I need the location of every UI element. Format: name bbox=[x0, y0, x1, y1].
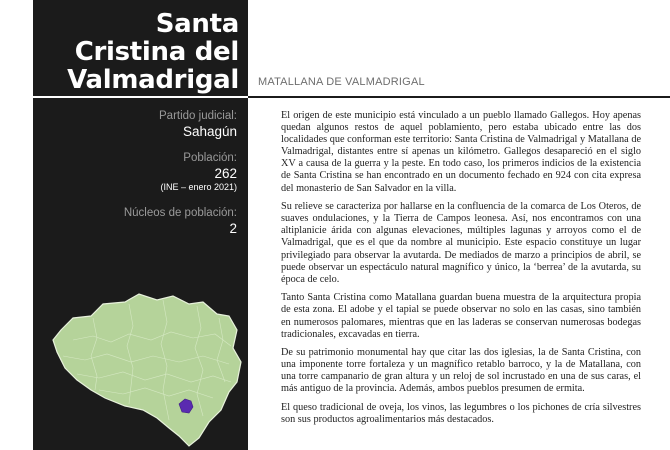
population-source: (INE – enero 2021) bbox=[160, 182, 237, 192]
paragraph-history: El origen de este municipio está vinculado a un pueblo llamado Gallegos. Hoy apenas quedan algunos restos de aquel poblamiento, pero estaba ubicado entre las dos localidades que conforman este territorio: Santa Cristina de Valmadrigal y Matallana de Valmadrigal, distantes entre sí apenas un kilómetro. Gallegos desapareció en el siglo XV a causa de la guerra y la peste. En todo caso, los primeros indicios de la existencia de Santa Cristina se han encontrado en un documento fechado en 924 con cita expresa del monasterio de San Salvador en la villa. bbox=[281, 110, 641, 194]
population-value: 262 bbox=[214, 166, 237, 181]
title-line-1: Santa bbox=[155, 9, 239, 39]
paragraph-products: El queso tradicional de oveja, los vinos, las legumbres o los pichones de cría silvestres son sus productos agroalimentarios más destacados. bbox=[281, 402, 641, 426]
subtitle: MATALLANA DE VALMADRIGAL bbox=[258, 76, 425, 88]
nuclei-label: Núcleos de población: bbox=[123, 207, 237, 219]
judicial-district-label: Partido judicial: bbox=[159, 110, 237, 122]
title-line-3: Valmadrigal bbox=[67, 65, 239, 95]
paragraph-heritage: De su patrimonio monumental hay que citar las dos iglesias, la de Santa Cristina, con una imponente torre fortaleza y un magnífico retablo barroco, y la de Matallana, con una torre campanario de gran altura y un reloj de sol incrustado en una de sus caras, el más antiguo de la provincia. Además, ambos pueblos presumen de ermita. bbox=[281, 347, 641, 395]
judicial-district-value: Sahagún bbox=[182, 124, 237, 139]
province-map-icon bbox=[33, 290, 248, 450]
paragraph-architecture: Tanto Santa Cristina como Matallana guardan buena muestra de la arquitectura propia de esta zona. El adobe y el tapial se puede observar no solo en las casas, sino también en numerosos palomares, mientras que en las laderas se conservan numerosas bodegas tradicionales, excavadas en tierra. bbox=[281, 292, 641, 340]
info-panel bbox=[33, 0, 248, 290]
population-label: Población: bbox=[183, 152, 237, 164]
header-rule bbox=[248, 96, 670, 98]
article-body bbox=[281, 110, 641, 433]
paragraph-relief: Su relieve se caracteriza por hallarse en la confluencia de la comarca de Los Oteros, de suaves ondulaciones, y la Tierra de Campos leonesa. Así, nos encontramos con una altiplanicie árida con algunas elevaciones, múltiples lagunas y arroyos como el de Valmadrigal, que es el que da nombre al municipio. Este espacio constituye un lugar privilegiado para observar la avutarda. De mediados de marzo a principios de abril, se puede observar un espectáculo natural magnífico y único, la ‘berrea’ de la avutarda, su época de celo. bbox=[281, 201, 641, 285]
nuclei-value: 2 bbox=[229, 221, 237, 236]
province-shape bbox=[53, 294, 241, 446]
title-line-2: Cristina del bbox=[74, 37, 239, 67]
